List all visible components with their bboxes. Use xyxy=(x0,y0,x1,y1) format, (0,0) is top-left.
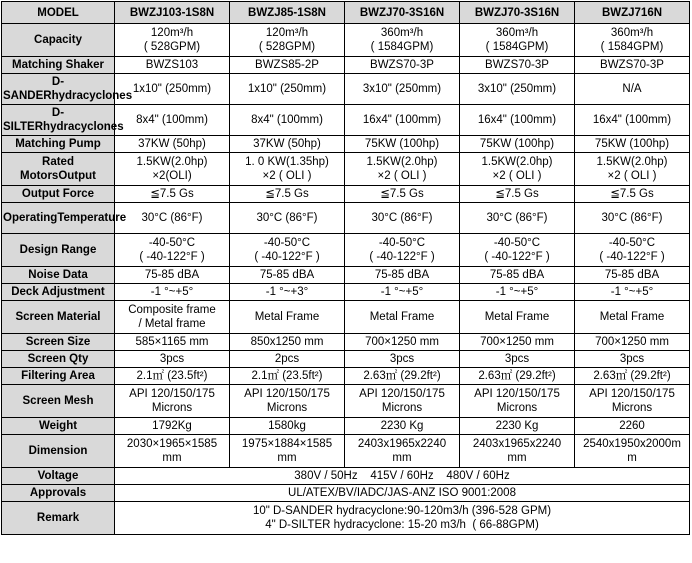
output-force-label-line: Output Force xyxy=(21,188,95,200)
rated-motors-value-line: 1.5KW(2.0hp) xyxy=(366,156,438,168)
dimension-value-line: 2540x1950x2000m xyxy=(583,438,681,450)
d-sander-label-line: hydracyclones xyxy=(51,90,133,102)
d-sander-value-line: 1x10" (250mm) xyxy=(132,83,212,95)
screen-mesh-value xyxy=(460,385,575,418)
matching-pump-value xyxy=(230,136,345,153)
d-sander-value xyxy=(230,74,345,105)
operating-temp-label-line: Temperature xyxy=(57,212,127,224)
design-range-value-line: ( -40-122°F ) xyxy=(484,251,550,263)
weight-value xyxy=(115,418,230,435)
filtering-area-value-line: 2.63㎡ (29.2ft²) xyxy=(593,370,671,382)
dimension-value-line: mm xyxy=(162,452,182,464)
matching-shaker-label-line: Matching Shaker xyxy=(11,59,105,71)
screen-size-value-line: 700×1250 mm xyxy=(480,336,554,348)
operating-temp-value xyxy=(345,203,460,234)
capacity-value xyxy=(345,24,460,57)
screen-qty-value-line: 3pcs xyxy=(504,353,530,365)
rated-motors-value xyxy=(230,153,345,186)
noise-data-value-line: 75-85 dBA xyxy=(374,269,430,281)
dimension-value-line: 1975×1884×1585 xyxy=(241,438,333,450)
screen-qty-value-line: 3pcs xyxy=(159,353,185,365)
approvals-label xyxy=(2,485,115,502)
screen-material-value-line: / Metal frame xyxy=(138,318,206,330)
remark-value-line: 4" D-SILTER hydracyclone: 15-20 m3/h ( 66-88GPM) xyxy=(265,519,539,531)
d-silter-value-line: 16x4" (100mm) xyxy=(477,114,557,126)
matching-pump-value-line: 75KW (100hp) xyxy=(364,138,440,150)
voltage-value xyxy=(115,468,690,485)
screen-material-value xyxy=(115,301,230,334)
operating-temp-value-line: 30°C (86°F) xyxy=(601,212,663,224)
d-silter-value xyxy=(230,105,345,136)
d-sander-value-line: 1x10" (250mm) xyxy=(247,83,327,95)
row-capacity xyxy=(2,24,690,57)
noise-data-value xyxy=(230,267,345,284)
matching-shaker-value xyxy=(115,57,230,74)
dimension-value xyxy=(230,435,345,468)
design-range-value-line: ( -40-122°F ) xyxy=(369,251,435,263)
matching-shaker-label xyxy=(2,57,115,74)
matching-shaker-value-line: BWZS103 xyxy=(145,59,199,71)
screen-size-value-line: 700×1250 mm xyxy=(365,336,439,348)
row-d-silter xyxy=(2,105,690,136)
weight-value-line: 1792Kg xyxy=(152,420,192,432)
row-screen-material xyxy=(2,301,690,334)
rated-motors-value-line: ×2 ( OLI ) xyxy=(377,170,427,182)
d-sander-value xyxy=(575,74,690,105)
rated-motors-label-line: Output xyxy=(58,170,97,182)
operating-temp-value-line: 30°C (86°F) xyxy=(371,212,433,224)
operating-temp-value xyxy=(230,203,345,234)
model-name: BWZJ85-1S8N xyxy=(230,2,345,24)
matching-pump-value-line: 75KW (100hp) xyxy=(479,138,555,150)
row-dimension xyxy=(2,435,690,468)
screen-mesh-value xyxy=(345,385,460,418)
header-row xyxy=(2,2,690,24)
screen-material-value-line: Metal Frame xyxy=(254,311,320,323)
filtering-area-value-line: 2.1㎡ (23.5ft²) xyxy=(136,370,208,382)
matching-shaker-value-line: BWZS70-3P xyxy=(485,59,549,71)
noise-data-value xyxy=(575,267,690,284)
matching-shaker-value-line: BWZS70-3P xyxy=(600,59,664,71)
noise-data-value xyxy=(460,267,575,284)
dimension-value-line: 2030×1965×1585 xyxy=(126,438,218,450)
model-name: BWZJ70-3S16N xyxy=(460,2,575,24)
screen-qty-value-line: 3pcs xyxy=(619,353,645,365)
rated-motors-label-line: Rated Motors xyxy=(19,156,74,182)
d-silter-label xyxy=(2,105,124,136)
output-force-value-line: ≦7.5 Gs xyxy=(610,188,654,200)
screen-material-value-line: Composite frame xyxy=(128,304,216,316)
dimension-value-line: mm xyxy=(277,452,297,464)
deck-adjustment-label xyxy=(2,284,115,301)
output-force-value-line: ≦7.5 Gs xyxy=(495,188,539,200)
matching-pump-value xyxy=(460,136,575,153)
matching-pump-value xyxy=(345,136,460,153)
row-noise-data xyxy=(2,267,690,284)
dimension-value xyxy=(575,435,690,468)
filtering-area-value xyxy=(230,368,345,385)
output-force-value xyxy=(345,186,460,203)
dimension-value xyxy=(115,435,230,468)
capacity-value-line: 120m³/h xyxy=(265,27,309,39)
capacity-value-line: ( 1584GPM) xyxy=(485,41,549,53)
screen-size-value-line: 585×1165 mm xyxy=(135,336,209,348)
matching-shaker-value-line: BWZS70-3P xyxy=(370,59,434,71)
output-force-value-line: ≦7.5 Gs xyxy=(380,188,424,200)
operating-temp-value-line: 30°C (86°F) xyxy=(141,212,203,224)
row-deck-adjustment xyxy=(2,284,690,301)
d-silter-value-line: 8x4" (100mm) xyxy=(136,114,208,126)
d-silter-value-line: 16x4" (100mm) xyxy=(362,114,442,126)
capacity-value xyxy=(230,24,345,57)
deck-adjustment-value xyxy=(115,284,230,301)
weight-value-line: 1580kg xyxy=(268,420,306,432)
screen-mesh-value-line: API 120/150/175 xyxy=(474,388,560,400)
matching-pump-value-line: 37KW (50hp) xyxy=(138,138,206,150)
d-silter-value xyxy=(460,105,575,136)
dimension-value xyxy=(460,435,575,468)
deck-adjustment-value xyxy=(460,284,575,301)
noise-data-value-line: 75-85 dBA xyxy=(259,269,315,281)
design-range-value-line: -40-50°C xyxy=(608,237,656,249)
weight-value xyxy=(575,418,690,435)
dimension-value xyxy=(345,435,460,468)
screen-mesh-label xyxy=(2,385,115,418)
output-force-value xyxy=(575,186,690,203)
screen-size-value-line: 700×1250 mm xyxy=(595,336,669,348)
d-sander-label xyxy=(2,74,133,105)
matching-shaker-value xyxy=(460,57,575,74)
screen-size-label-line: Screen Size xyxy=(25,336,91,348)
operating-temp-label-line: Operating xyxy=(3,212,58,224)
weight-value xyxy=(345,418,460,435)
operating-temp-value xyxy=(575,203,690,234)
screen-mesh-value-line: Microns xyxy=(266,402,308,414)
weight-value xyxy=(460,418,575,435)
dimension-label-line: Dimension xyxy=(28,445,88,457)
row-screen-qty xyxy=(2,351,690,368)
rated-motors-value-line: 1.5KW(2.0hp) xyxy=(481,156,553,168)
screen-mesh-value-line: Microns xyxy=(381,402,423,414)
approvals-label-line: Approvals xyxy=(29,487,87,499)
screen-size-label xyxy=(2,334,115,351)
row-screen-mesh xyxy=(2,385,690,418)
design-range-value-line: ( -40-122°F ) xyxy=(254,251,320,263)
operating-temp-label xyxy=(2,203,127,234)
rated-motors-value xyxy=(460,153,575,186)
rated-motors-label xyxy=(2,153,115,186)
screen-size-value xyxy=(230,334,345,351)
screen-mesh-value-line: Microns xyxy=(496,402,538,414)
screen-qty-value xyxy=(230,351,345,368)
screen-material-value xyxy=(575,301,690,334)
deck-adjustment-value xyxy=(230,284,345,301)
matching-shaker-value xyxy=(345,57,460,74)
d-silter-value xyxy=(575,105,690,136)
capacity-value-line: 360m³/h xyxy=(495,27,539,39)
design-range-value xyxy=(345,234,460,267)
remark-label xyxy=(2,502,115,535)
screen-size-value xyxy=(345,334,460,351)
row-operating-temp xyxy=(2,203,690,234)
design-range-value-line: -40-50°C xyxy=(263,237,311,249)
d-silter-value xyxy=(115,105,230,136)
screen-size-value-line: 850x1250 mm xyxy=(250,336,324,348)
screen-mesh-value-line: Microns xyxy=(611,402,653,414)
capacity-value-line: ( 1584GPM) xyxy=(600,41,664,53)
noise-data-label-line: Noise Data xyxy=(28,269,88,281)
spec-table xyxy=(1,1,690,535)
rated-motors-value-line: 1.5KW(2.0hp) xyxy=(596,156,668,168)
deck-adjustment-value-line: -1 °~+3° xyxy=(265,286,309,298)
weight-label xyxy=(2,418,115,435)
model-header: MODEL xyxy=(2,2,115,24)
screen-size-value xyxy=(575,334,690,351)
rated-motors-value-line: 1.5KW(2.0hp) xyxy=(136,156,208,168)
capacity-label-line: Capacity xyxy=(34,34,82,46)
screen-mesh-value-line: Microns xyxy=(151,402,193,414)
output-force-value xyxy=(230,186,345,203)
screen-mesh-value xyxy=(115,385,230,418)
screen-material-value-line: Metal Frame xyxy=(599,311,665,323)
deck-adjustment-label-line: Deck Adjustment xyxy=(11,286,105,298)
screen-qty-value xyxy=(345,351,460,368)
row-screen-size xyxy=(2,334,690,351)
row-design-range xyxy=(2,234,690,267)
capacity-value-line: 360m³/h xyxy=(610,27,654,39)
voltage-label-line: Voltage xyxy=(37,470,79,482)
capacity-value-line: ( 1584GPM) xyxy=(370,41,434,53)
screen-size-value xyxy=(460,334,575,351)
screen-material-value-line: Metal Frame xyxy=(369,311,435,323)
model-name: BWZJ716N xyxy=(575,2,690,24)
screen-size-value xyxy=(115,334,230,351)
filtering-area-value xyxy=(345,368,460,385)
screen-qty-value-line: 3pcs xyxy=(389,353,415,365)
dimension-value-line: m xyxy=(627,452,637,464)
row-weight xyxy=(2,418,690,435)
screen-mesh-label-line: Screen Mesh xyxy=(22,395,94,407)
d-sander-value-line: 3x10" (250mm) xyxy=(362,83,442,95)
weight-value-line: 2230 Kg xyxy=(380,420,424,432)
design-range-value xyxy=(115,234,230,267)
d-sander-value-line: N/A xyxy=(622,83,642,95)
design-range-value xyxy=(460,234,575,267)
screen-mesh-value-line: API 120/150/175 xyxy=(129,388,215,400)
noise-data-value-line: 75-85 dBA xyxy=(604,269,660,281)
dimension-value-line: mm xyxy=(392,452,412,464)
voltage-value-line: 380V / 50Hz 415V / 60Hz 480V / 60Hz xyxy=(294,470,510,482)
d-sander-label-line: D-SANDER xyxy=(3,76,65,102)
operating-temp-value xyxy=(460,203,575,234)
dimension-value-line: 2403x1965x2240 xyxy=(357,438,447,450)
filtering-area-value xyxy=(575,368,690,385)
screen-mesh-value-line: API 120/150/175 xyxy=(359,388,445,400)
matching-pump-value-line: 37KW (50hp) xyxy=(253,138,321,150)
matching-shaker-value xyxy=(575,57,690,74)
model-name: BWZJ103-1S8N xyxy=(115,2,230,24)
noise-data-value-line: 75-85 dBA xyxy=(144,269,200,281)
weight-value-line: 2260 xyxy=(619,420,645,432)
d-silter-label-line: D-SILTER xyxy=(3,107,65,133)
remark-value-line: 10" D-SANDER hydracyclone:90-120m3/h (396-528 GPM) xyxy=(252,505,552,517)
matching-pump-value-line: 75KW (100hp) xyxy=(594,138,670,150)
screen-mesh-value-line: API 120/150/175 xyxy=(244,388,330,400)
screen-qty-label-line: Screen Qty xyxy=(27,353,89,365)
screen-mesh-value xyxy=(230,385,345,418)
weight-label-line: Weight xyxy=(38,420,78,432)
output-force-label xyxy=(2,186,115,203)
screen-material-value xyxy=(345,301,460,334)
approvals-value xyxy=(115,485,690,502)
row-matching-shaker xyxy=(2,57,690,74)
dimension-value-line: mm xyxy=(507,452,527,464)
capacity-value-line: 120m³/h xyxy=(150,27,194,39)
rated-motors-value xyxy=(345,153,460,186)
filtering-area-value xyxy=(460,368,575,385)
rated-motors-value xyxy=(115,153,230,186)
filtering-area-value-line: 2.63㎡ (29.2ft²) xyxy=(363,370,441,382)
row-output-force xyxy=(2,186,690,203)
deck-adjustment-value-line: -1 °~+5° xyxy=(380,286,424,298)
deck-adjustment-value-line: -1 °~+5° xyxy=(150,286,194,298)
screen-mesh-value xyxy=(575,385,690,418)
matching-pump-value xyxy=(115,136,230,153)
approvals-value-line: UL/ATEX/BV/IADC/JAS-ANZ ISO 9001:2008 xyxy=(288,487,516,499)
noise-data-value-line: 75-85 dBA xyxy=(489,269,545,281)
d-sander-value-line: 3x10" (250mm) xyxy=(477,83,557,95)
design-range-value-line: ( -40-122°F ) xyxy=(599,251,665,263)
row-rated-motors xyxy=(2,153,690,186)
output-force-value-line: ≦7.5 Gs xyxy=(150,188,194,200)
rated-motors-value-line: ×2 ( OLI ) xyxy=(607,170,657,182)
rated-motors-value xyxy=(575,153,690,186)
design-range-label xyxy=(2,234,115,267)
operating-temp-value-line: 30°C (86°F) xyxy=(256,212,318,224)
deck-adjustment-value-line: -1 °~+5° xyxy=(495,286,539,298)
capacity-value xyxy=(575,24,690,57)
output-force-value xyxy=(115,186,230,203)
filtering-area-value-line: 2.1㎡ (23.5ft²) xyxy=(251,370,323,382)
output-force-value-line: ≦7.5 Gs xyxy=(265,188,309,200)
weight-value-line: 2230 Kg xyxy=(495,420,539,432)
matching-pump-label xyxy=(2,136,115,153)
row-d-sander xyxy=(2,74,690,105)
d-silter-value xyxy=(345,105,460,136)
dimension-value-line: 2403x1965x2240 xyxy=(472,438,562,450)
matching-pump-label-line: Matching Pump xyxy=(15,138,101,150)
design-range-label-line: Design Range xyxy=(19,244,97,256)
screen-material-value-line: Metal Frame xyxy=(484,311,550,323)
voltage-label xyxy=(2,468,115,485)
dimension-label xyxy=(2,435,115,468)
d-sander-value xyxy=(460,74,575,105)
d-silter-value-line: 16x4" (100mm) xyxy=(592,114,672,126)
screen-material-value xyxy=(230,301,345,334)
capacity-value xyxy=(115,24,230,57)
row-matching-pump xyxy=(2,136,690,153)
screen-qty-value xyxy=(115,351,230,368)
rated-motors-value-line: ×2 ( OLI ) xyxy=(262,170,312,182)
filtering-area-value xyxy=(115,368,230,385)
screen-qty-value xyxy=(460,351,575,368)
screen-material-value xyxy=(460,301,575,334)
matching-shaker-value-line: BWZS85-2P xyxy=(255,59,319,71)
design-range-value-line: -40-50°C xyxy=(148,237,196,249)
screen-qty-value xyxy=(575,351,690,368)
screen-material-label xyxy=(2,301,115,334)
filtering-area-value-line: 2.63㎡ (29.2ft²) xyxy=(478,370,556,382)
remark-label-line: Remark xyxy=(36,512,80,524)
row-voltage xyxy=(2,468,690,485)
operating-temp-value-line: 30°C (86°F) xyxy=(486,212,548,224)
deck-adjustment-value xyxy=(345,284,460,301)
matching-pump-value xyxy=(575,136,690,153)
noise-data-label xyxy=(2,267,115,284)
deck-adjustment-value-line: -1 °~+5° xyxy=(610,286,654,298)
output-force-value xyxy=(460,186,575,203)
screen-material-label-line: Screen Material xyxy=(15,311,101,323)
row-remark xyxy=(2,502,690,535)
operating-temp-value xyxy=(115,203,230,234)
design-range-value-line: -40-50°C xyxy=(378,237,426,249)
filtering-area-label xyxy=(2,368,115,385)
filtering-area-label-line: Filtering Area xyxy=(21,370,95,382)
design-range-value-line: -40-50°C xyxy=(493,237,541,249)
design-range-value xyxy=(575,234,690,267)
design-range-value-line: ( -40-122°F ) xyxy=(139,251,205,263)
noise-data-value xyxy=(345,267,460,284)
row-approvals xyxy=(2,485,690,502)
capacity-value xyxy=(460,24,575,57)
screen-mesh-value-line: API 120/150/175 xyxy=(589,388,675,400)
remark-value xyxy=(115,502,690,535)
capacity-value-line: ( 528GPM) xyxy=(258,41,316,53)
row-filtering-area xyxy=(2,368,690,385)
rated-motors-value-line: ×2(OLI) xyxy=(152,170,192,182)
deck-adjustment-value xyxy=(575,284,690,301)
capacity-value-line: ( 528GPM) xyxy=(143,41,201,53)
design-range-value xyxy=(230,234,345,267)
d-silter-value-line: 8x4" (100mm) xyxy=(251,114,323,126)
d-sander-value xyxy=(345,74,460,105)
rated-motors-value-line: ×2 ( OLI ) xyxy=(492,170,542,182)
weight-value xyxy=(230,418,345,435)
matching-shaker-value xyxy=(230,57,345,74)
noise-data-value xyxy=(115,267,230,284)
capacity-value-line: 360m³/h xyxy=(380,27,424,39)
screen-qty-label xyxy=(2,351,115,368)
d-silter-label-line: hydracyclones xyxy=(43,121,124,133)
model-name: BWZJ70-3S16N xyxy=(345,2,460,24)
rated-motors-value-line: 1. 0 KW(1.35hp) xyxy=(245,156,329,168)
capacity-label xyxy=(2,24,115,57)
screen-qty-value-line: 2pcs xyxy=(274,353,300,365)
